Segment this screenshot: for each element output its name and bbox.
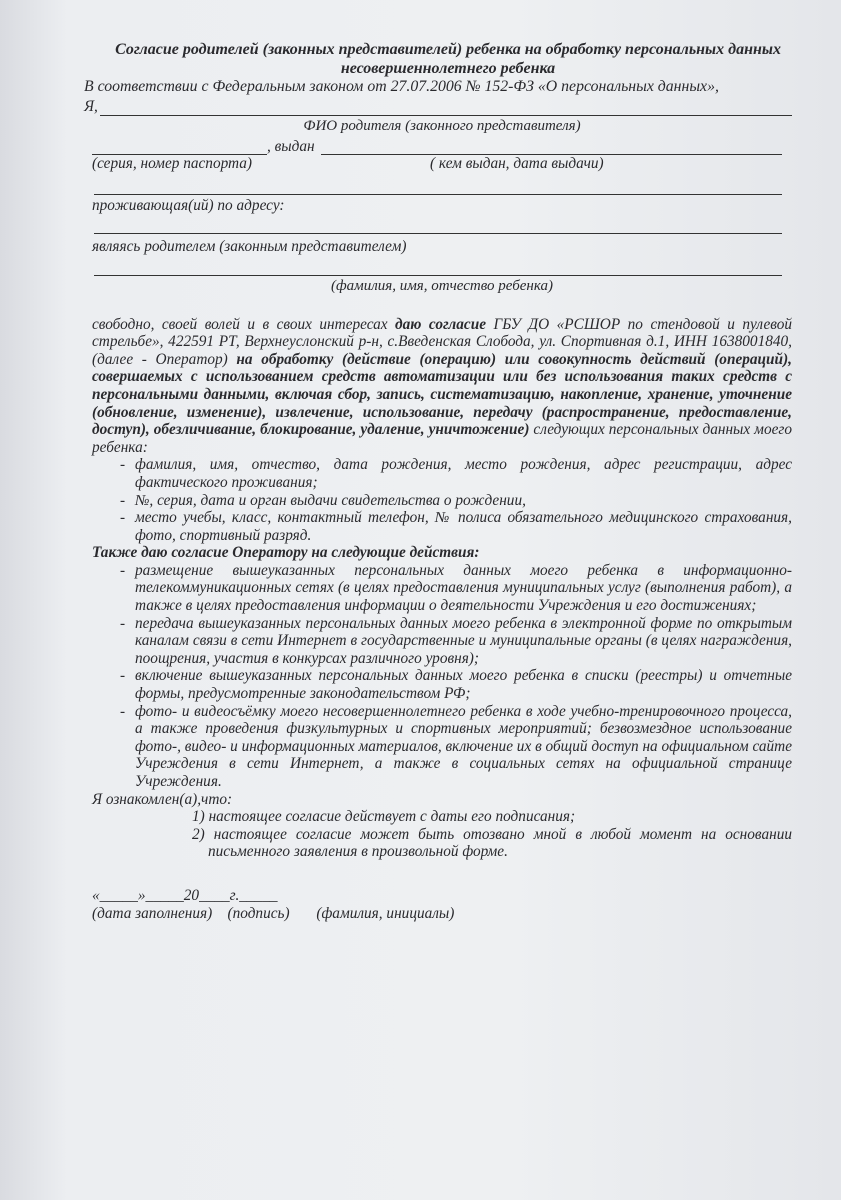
acknowledged-text: Я ознакомлен(а),что: [92, 790, 233, 808]
issued-label: , выдан [267, 137, 315, 155]
passport-row [92, 135, 792, 155]
terms-list [92, 808, 792, 861]
child-name-caption: (фамилия, имя, отчество ребенка) [330, 277, 554, 294]
issued-by-blank[interactable] [321, 140, 782, 155]
data-list [92, 456, 792, 544]
intro-text: В соответствии с Федеральным законом от 27.07.2006 № 152-ФЗ «О персональных данных», [84, 78, 719, 95]
term-item: 2) настоящее согласие может быть отозвано мной в любой момент на основании письменного заявления в произвольной форме. [192, 825, 792, 861]
address-caption: проживающая(ий) по адресу: [92, 196, 285, 214]
parent-name-blank[interactable] [100, 101, 792, 116]
list-item: - место учебы, класс, контактный телефон, № полиса обязательного медицинского страхования, фото, спортивный разряд. [120, 509, 792, 544]
operator-text: ГБУ ДО «РСШОР по стендовой и пулевой стрельбе», 422591 РТ, Верхнеуслонский р-н, с.Введенская Слобода, ул. Спортивная д.1, ИНН 1638001840, (далее - Оператор) [92, 315, 792, 368]
issued-caption: ( кем выдан, дата выдачи) [430, 155, 604, 173]
ya-label: Я, [84, 98, 98, 115]
list-item: - фамилия, имя, отчество, дата рождения, место рождения, адрес регистрации, адрес фактического проживания; [120, 456, 792, 491]
consent-text: свободно, своей волей и в своих интересах [92, 315, 396, 333]
consent-paragraph [92, 316, 792, 457]
signature-captions: (дата заполнения) (подпись) (фамилия, инициалы) [92, 904, 455, 922]
also-heading: Также даю согласие Оператору на следующие действия: [92, 544, 480, 562]
document-title: Согласие родителей (законных представителей) ребенка на обработку персональных данных несовершеннолетнего ребенка [115, 41, 781, 77]
extra-blank[interactable] [94, 180, 782, 195]
processing-bold: на обработку (действие (операцию) или совокупность действий (операций), совершаемых с использованием средств автоматизации или без использования таких средств с персональными данными, включая сбор, запись, систематизацию, накопление, хранение, уточнение (обновление, изменение), извлечение, использование, передачу (распространение, предоставление, доступ), обезличивание, блокирование, удаление, уничтожение) [92, 350, 792, 439]
list-item: - передача вышеуказанных персональных данных моего ребенка в электронной форме по открытым каналам связи в сети Интернет в государственные и муниципальные органы (в целях награждения, поощрения, участия в конкурсах различного уровня); [120, 615, 792, 668]
list-item: - размещение вышеуказанных персональных данных моего ребенка в информационно-телекоммуникационных сетях (в целях предоставления муниципальных услуг (выполнения работ), а также в целях предоставления информации о деятельности Учреждения и его достижениях; [120, 562, 792, 615]
passport-blank[interactable] [92, 140, 267, 155]
child-name-blank[interactable] [94, 261, 782, 276]
passport-caption: (серия, номер паспорта) [92, 155, 253, 173]
list-item: - фото- и видеосъёмку моего несовершеннолетнего ребенка в ходе учебно-тренировочного процесса, а также проведения физкультурных и спортивных мероприятий; безвозмездное использование фото-, видео- и информационных материалов, включение их в общий доступ на официальном сайте Учреждения в сети Интернет, а также в социальных сетях на официальной странице Учреждения. [120, 703, 792, 791]
consent-bold: даю согласие [395, 315, 487, 333]
date-signature-line[interactable]: «_____»_____20____г._____ [92, 886, 278, 904]
list-item: - №, серия, дата и орган выдачи свидетельства о рождении, [120, 492, 792, 510]
parent-name-field[interactable] [84, 96, 792, 116]
following-data-text: следующих персональных данных моего ребенка: [92, 421, 792, 456]
parent-of-caption: являясь родителем (законным представителем) [92, 238, 407, 256]
parent-name-caption: ФИО родителя (законного представителя) [303, 117, 581, 134]
consent-form [84, 40, 793, 922]
actions-list [92, 562, 792, 791]
address-blank[interactable] [94, 219, 782, 234]
term-item: 1) настоящее согласие действует с даты его подписания; [192, 808, 576, 826]
passport-captions [92, 155, 792, 173]
list-item: - включение вышеуказанных персональных данных моего ребенка в списки (реестры) и отчетные формы, предусмотренные законодательством РФ; [120, 667, 792, 702]
